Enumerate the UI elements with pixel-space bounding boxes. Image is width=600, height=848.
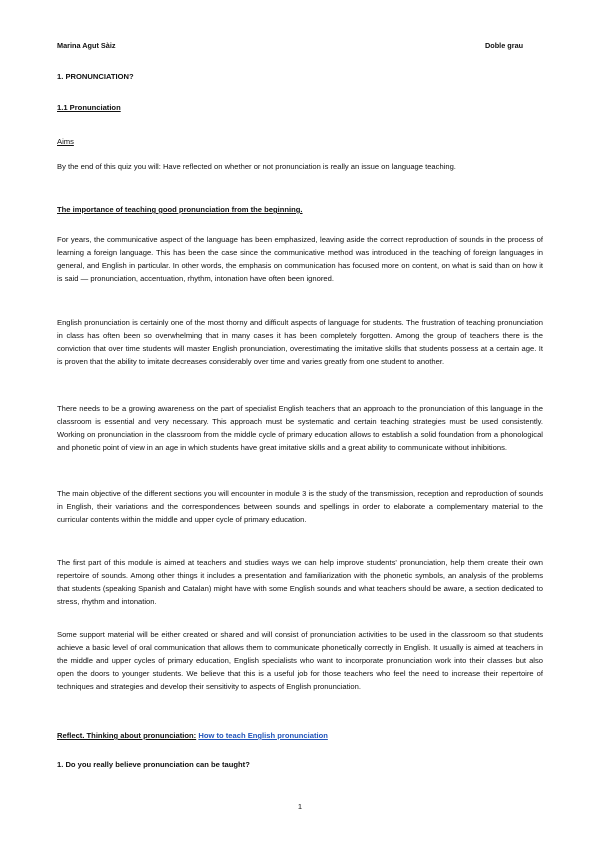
reflect-label: Reflect. Thinking about pronunciation: — [57, 731, 197, 740]
aims-paragraph — [57, 160, 543, 173]
paragraph-text: There needs to be a growing awareness on the part of specialist English teachers that an approach to the pronunciation of this language in the classroom is essential and very necessary. This approach must be systematic and certain teaching strategies must be used consistently. Working on pronunciation in the classroom from the middle cycle of primary education allows to establish a solid foundation from a phonological and phonetic point of view in an age in which students have great imitative skills and a great ability to communicate without inhibitions. — [57, 404, 543, 452]
paragraph-4 — [57, 487, 543, 526]
importance-heading: The importance of teaching good pronunciation from the beginning. — [57, 205, 303, 214]
paragraph-text: English pronunciation is certainly one of the most thorny and difficult aspects of language for students. The frustration of teaching pronunciation in class has often been so overwhelming that in many cases it has been completely forgotten. Among the group of teachers there is the conviction that over time students will master English pronunciation, overestimating the imitative skills that students possess at a certain age. It is proven that the ability to imitate decreases considerably over time and varies greatly from one student to another. — [57, 318, 543, 366]
paragraph-3 — [57, 402, 543, 454]
paragraph-1 — [57, 233, 543, 285]
header-program: Doble grau — [485, 41, 524, 50]
reflect-line — [57, 731, 328, 740]
subsection-title: 1.1 Pronunciation — [57, 103, 121, 112]
aims-text: By the end of this quiz you will: Have reflected on whether or not pronunciation is really an issue on language teaching. — [57, 162, 456, 171]
paragraph-text: Some support material will be either created or shared and will consist of pronunciation activities to be used in the classroom so that students achieve a basic level of oral communication that allows them to communicate phonetically correctly in English. It usually is aimed at teachers in the middle and upper cycles of primary education, English specialists who want to incorporate pronunciation work into their classes but also open the doors to younger students. We believe that this is a useful job for those teachers who feel the need to increase their repertoire of techniques and strategies and develop their sensitivity to aspects of English pronunciation. — [57, 630, 543, 691]
section-title: 1. PRONUNCIATION? — [57, 72, 134, 81]
paragraph-5 — [57, 556, 543, 608]
paragraph-text: For years, the communicative aspect of the language has been emphasized, leaving aside the correct reproduction of sounds in the process of learning a foreign language. This has been the case since the communicative method was introduced in the teaching of foreign languages in general, and English in particular. In other words, the emphasis on communication has focused more on content, on what is said than on how it is said — pronunciation, accentuation, rhythm, intonation have often been ignored. — [57, 235, 543, 283]
paragraph-6 — [57, 628, 543, 693]
paragraph-text: The first part of this module is aimed at teachers and studies ways we can help improve students' pronunciation, help them create their own repertoire of sounds. Among other things it includes a presentation and familiarization with the phonetic symbols, an analysis of the problems that students (speaking Spanish and Catalan) might have with some English sounds and what teachers should be aware, a section dedicated to stress, rhythm and intonation. — [57, 558, 543, 606]
question-1: 1. Do you really believe pronunciation can be taught? — [57, 760, 250, 769]
pronunciation-link[interactable]: How to teach English pronunciation — [198, 731, 328, 740]
header-author: Marina Agut Sàiz — [57, 41, 116, 50]
page-number: 1 — [297, 802, 303, 811]
aims-label: Aims — [57, 137, 74, 146]
paragraph-text: The main objective of the different sections you will encounter in module 3 is the study of the transmission, reception and reproduction of sounds in English, their variations and the correspondences between sounds and spellings in order to elaborate a complementary material to the curricular contents within the middle and upper cycle of primary education. — [57, 489, 543, 524]
paragraph-2 — [57, 316, 543, 368]
